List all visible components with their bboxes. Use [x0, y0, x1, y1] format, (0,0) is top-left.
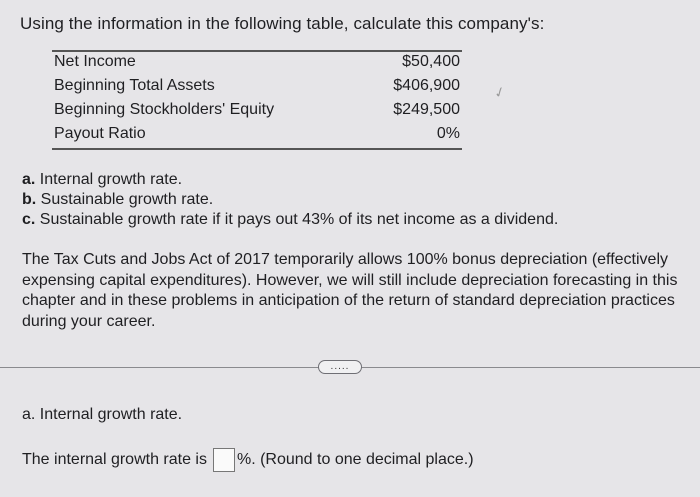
answer-line: [22, 448, 474, 472]
list-item: a. Internal growth rate.: [22, 171, 183, 188]
row-label: Beginning Total Assets: [54, 77, 215, 94]
table-row: [52, 122, 462, 146]
answer-part-title: a. Internal growth rate.: [22, 406, 183, 423]
answer-suffix: %. (Round to one decimal place.): [236, 451, 474, 468]
row-value: $406,900: [393, 77, 460, 94]
row-value: $50,400: [402, 53, 460, 70]
answer-prefix: The internal growth rate is: [22, 451, 207, 468]
table-row: [52, 50, 462, 74]
row-value: $249,500: [393, 101, 460, 118]
answer-input[interactable]: [213, 448, 235, 472]
row-label: Net Income: [54, 53, 136, 70]
row-label: Payout Ratio: [54, 125, 146, 142]
row-label: Beginning Stockholders' Equity: [54, 101, 275, 118]
ellipsis-icon: .....: [330, 361, 350, 372]
table-row: [52, 74, 462, 98]
table-row: [52, 98, 462, 122]
data-table: [52, 50, 462, 146]
expand-more-button[interactable]: [318, 360, 362, 374]
list-item: b. Sustainable growth rate.: [22, 191, 214, 208]
row-value: 0%: [436, 125, 460, 142]
question-parts: [22, 170, 558, 230]
faint-check-icon: ✓: [491, 82, 508, 102]
tax-note: The Tax Cuts and Jobs Act of 2017 temporarily allows 100% bonus depreciation (effectively expensing capital expenditures). However, we will still include depreciation forecasting in this chapter and in these problems in anticipation of the return of standard depreciation practices during your career.: [22, 251, 678, 330]
table-bottom-rule: [52, 148, 462, 150]
question-header: Using the information in the following table, calculate this company's:: [20, 14, 545, 33]
list-item: c. Sustainable growth rate if it pays out 43% of its net income as a dividend.: [22, 211, 559, 228]
